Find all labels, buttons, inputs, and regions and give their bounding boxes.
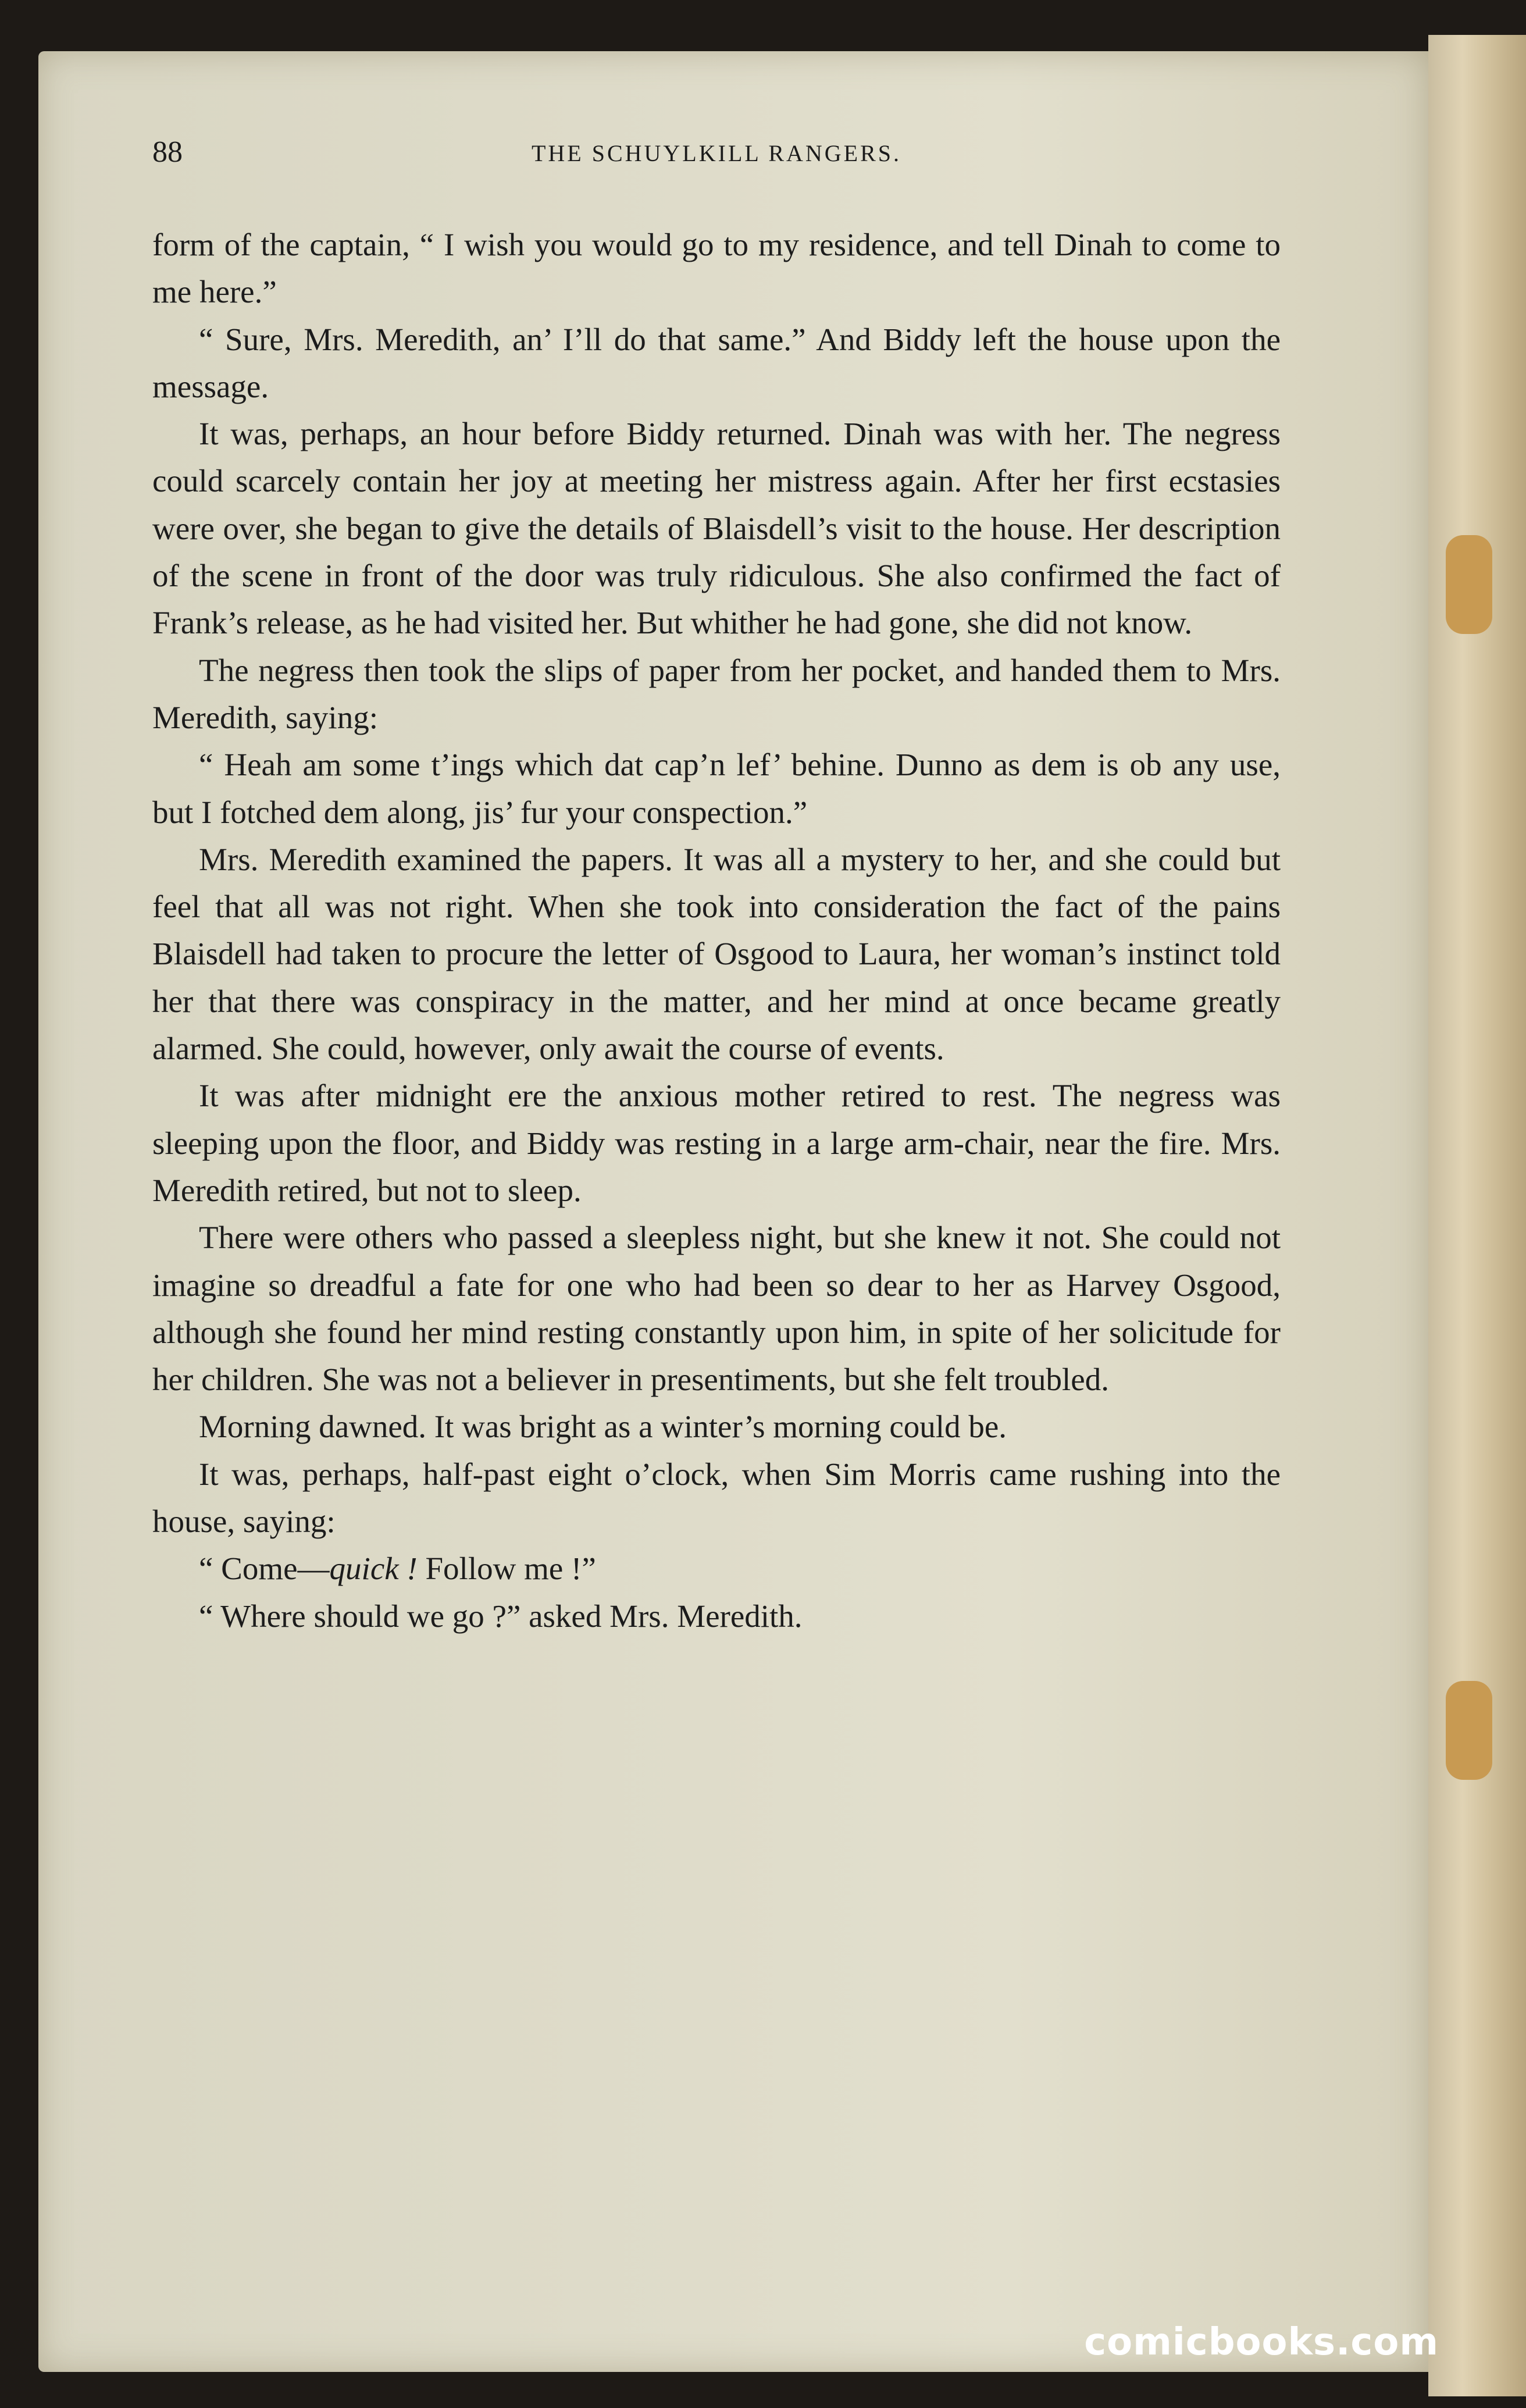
dialogue-part: Follow me !”	[417, 1551, 596, 1587]
paragraph: The negress then took the slips of paper from her pocket, and handed them to Mrs. Meredith, saying:	[152, 652, 1281, 735]
page-header	[152, 135, 1281, 181]
book-gutter	[1428, 35, 1526, 2396]
paragraph: It was after midnight ere the anxious mother retired to rest. The negress was sleeping upon the floor, and Biddy was resting in a large arm-chair, near the fire. Mrs. Meredith retired, but not to sleep.	[152, 1078, 1281, 1208]
paragraph: It was, perhaps, an hour before Biddy returned. Dinah was with her. The negress could scarcely contain her joy at meeting her mistress again. After her first ecstasies were over, she began to give the details of Blaisdell’s visit to the house. Her description of the scene in front of the door was truly ridiculous. She also confirmed the fact of Frank’s release, as he had visited her. But whither he had gone, she did not know.	[152, 416, 1281, 641]
paragraph: There were others who passed a sleepless night, but she knew it not. She could not imagine so dreadful a fate for one who had been so dear to her as Harvey Osgood, although she found her mind resting constantly upon him, in spite of her solicitude for her children. She was not a believer in presentiments, but she felt troubled.	[152, 1220, 1281, 1398]
dialogue-line	[152, 1545, 1281, 1592]
dialogue-emphasis: quick !	[329, 1551, 418, 1587]
page-number: 88	[152, 136, 183, 169]
paragraph: form of the captain, “ I wish you would go to my residence, and tell Dinah to come to me here.”	[152, 227, 1281, 310]
paragraph: It was, perhaps, half-past eight o’clock, when Sim Morris came rushing into the house, saying:	[152, 1456, 1281, 1540]
dialogue-line: “ Where should we go ?” asked Mrs. Meredith.	[199, 1598, 803, 1634]
watermark: comicbooks.com	[1084, 2321, 1439, 2364]
paragraph: “ Sure, Mrs. Meredith, an’ I’ll do that same.” And Biddy left the house upon the message.	[152, 321, 1281, 404]
running-head: THE SCHUYLKILL RANGERS.	[531, 140, 902, 166]
binding-tab	[1446, 1681, 1492, 1780]
dialogue-part: “ Come—	[199, 1551, 330, 1587]
binding-tab	[1446, 535, 1492, 634]
paragraph: “ Heah am some t’ings which dat cap’n lef’ behine. Dunno as dem is ob any use, but I fotched dem along, jis’ fur your conspection.”	[152, 747, 1281, 830]
paragraph: Mrs. Meredith examined the papers. It was all a mystery to her, and she could but feel that all was not right. When she took into consideration the fact of the pains Blaisdell had taken to procure the letter of Osgood to Laura, her woman’s instinct told her that there was conspiracy in the matter, and her mind at once became greatly alarmed. She could, however, only await the course of events.	[152, 841, 1281, 1067]
body-text	[152, 221, 1281, 1640]
paragraph: Morning dawned. It was bright as a winter’s morning could be.	[199, 1409, 1007, 1445]
